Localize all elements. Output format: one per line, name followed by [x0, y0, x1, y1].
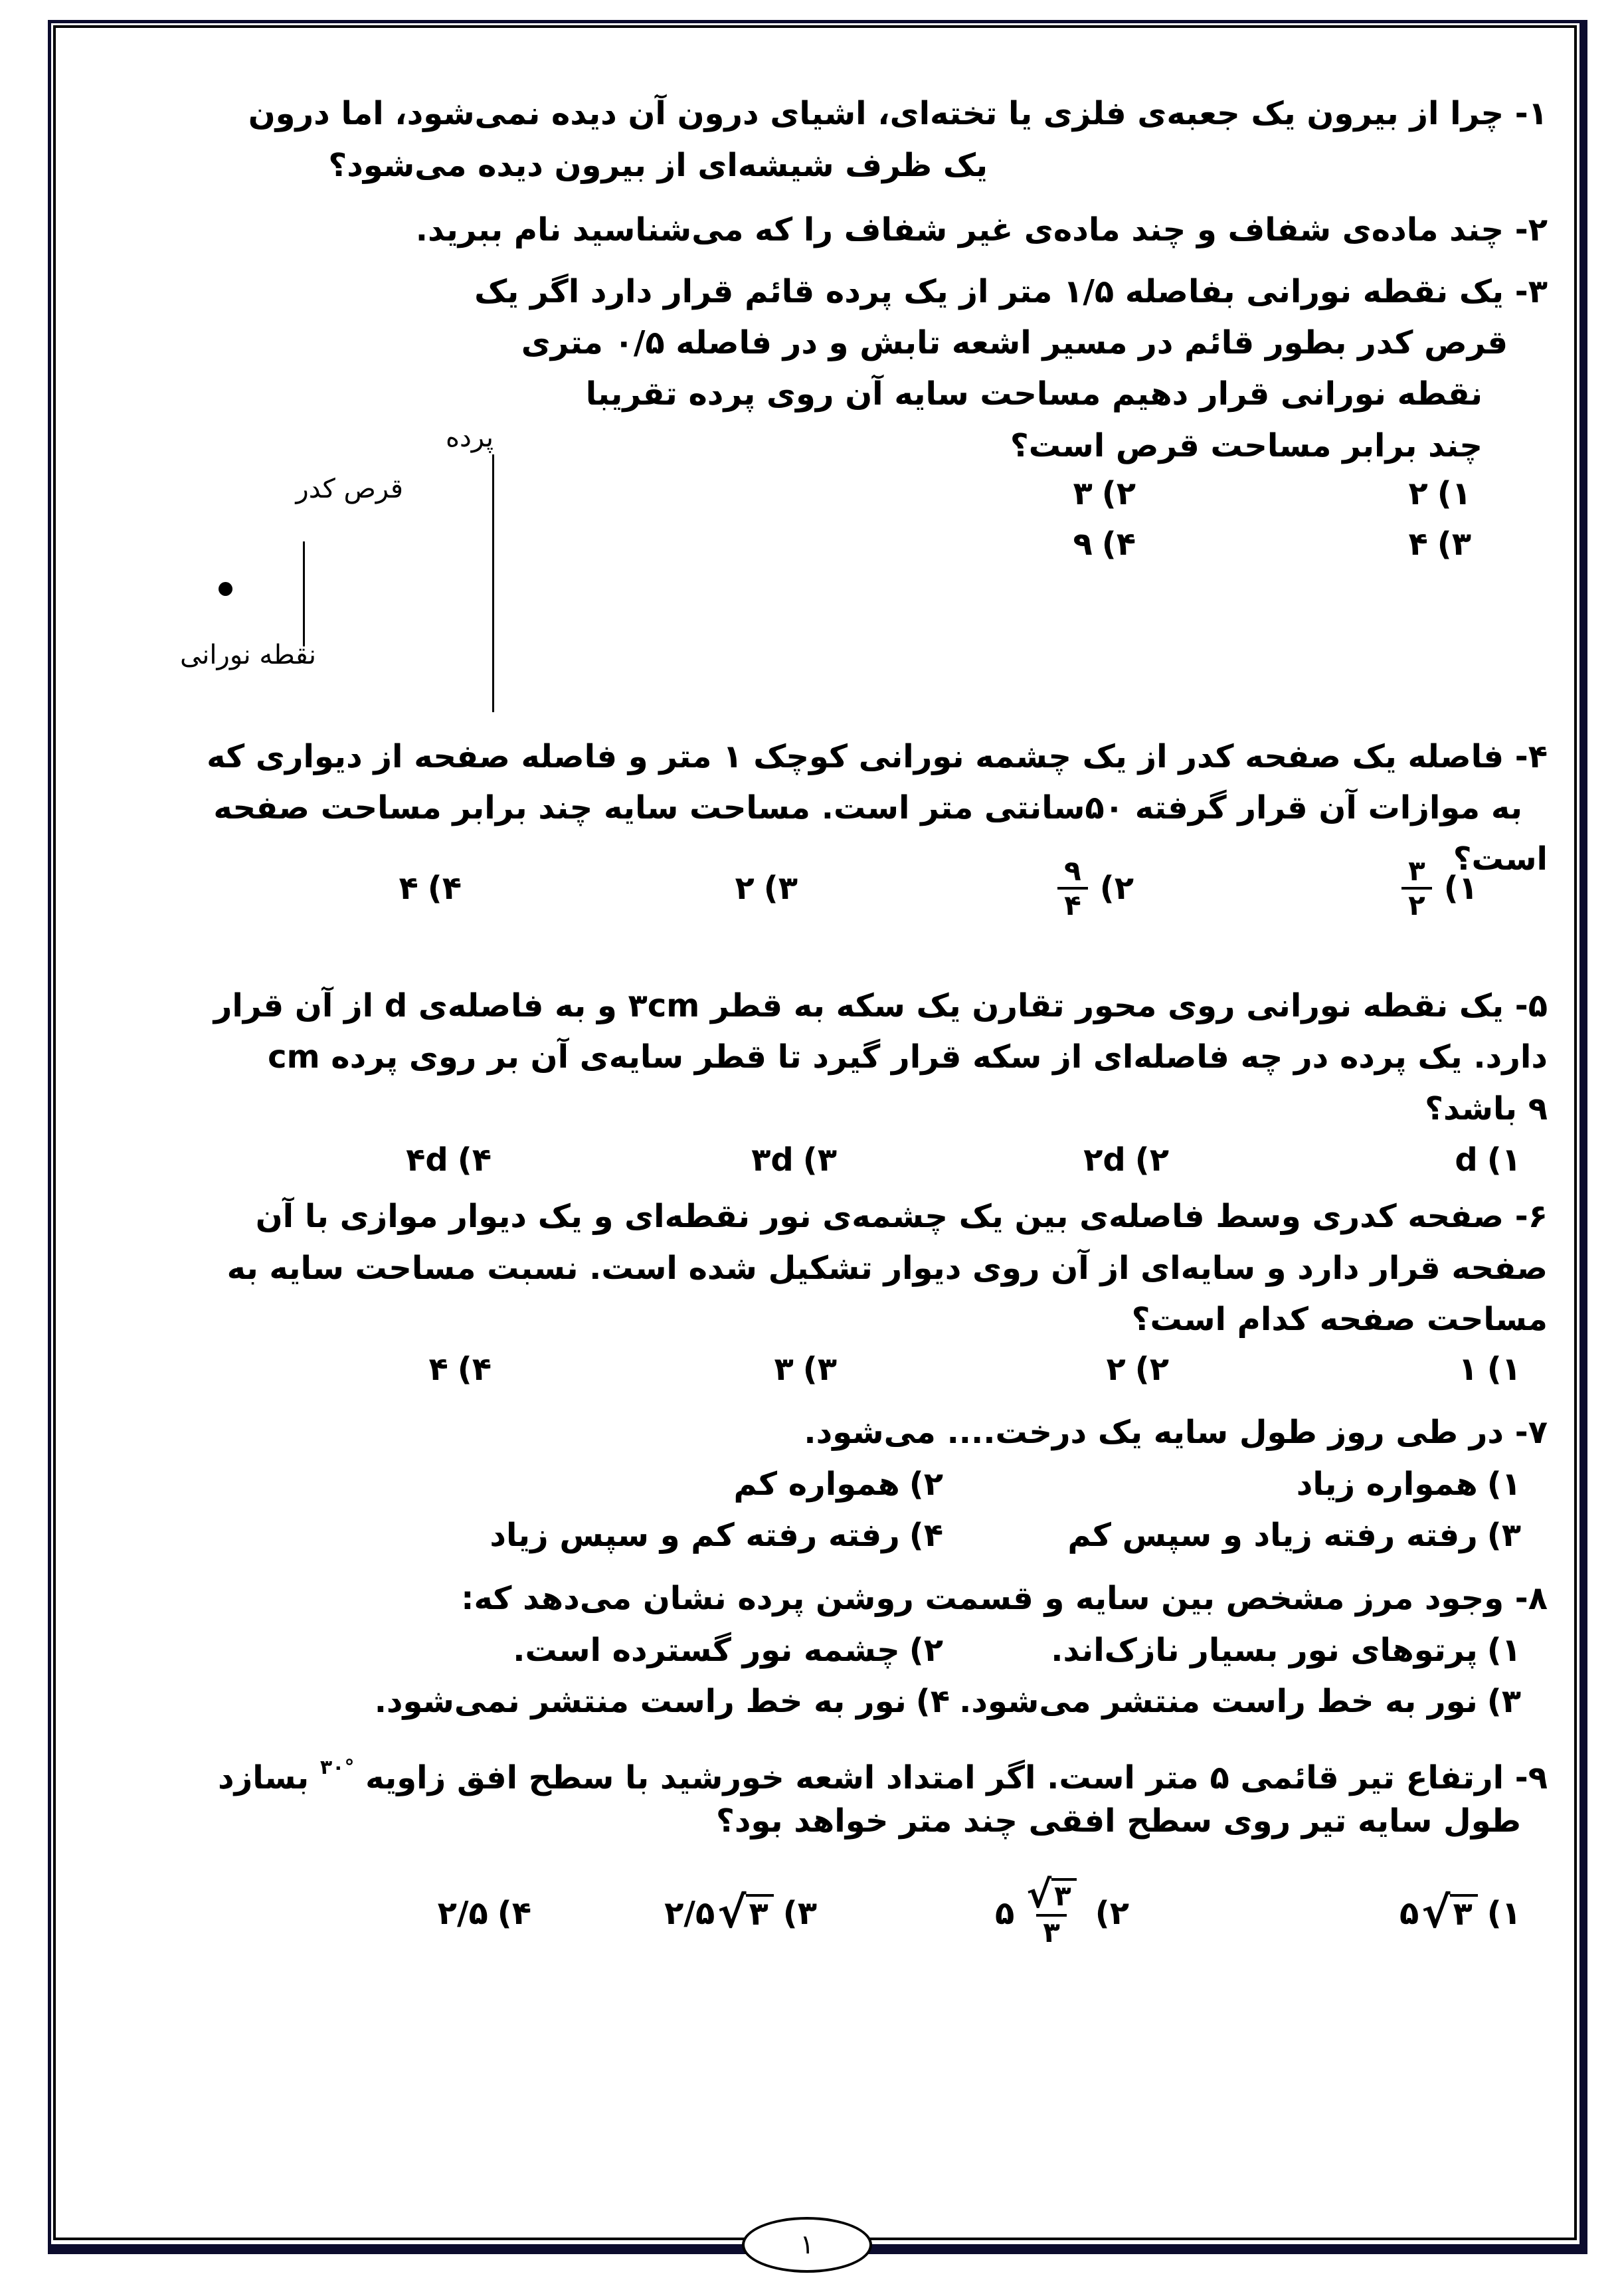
- q8-line-1: ۸- وجود مرز مشخص بین سایه و قسمت روشن پرده نشان می‌دهد که:: [461, 1580, 1548, 1617]
- q2-line-1: ۲- چند ماده‌ی شفاف و چند ماده‌ی غیر شفاف را که می‌شناسید نام ببرید.: [415, 211, 1548, 248]
- option-label: ۲): [1134, 1351, 1169, 1388]
- option-value: ۳: [1073, 475, 1093, 512]
- q7-option-3: [1067, 1515, 1521, 1556]
- q6-option-1: [1458, 1349, 1521, 1390]
- q1-line-1: ۱- چرا از بیرون یک جعبه‌ی فلزی یا تخته‌ای، اشیای درون آن دیده نمی‌شود، اما درون: [248, 95, 1548, 132]
- diagram-point-label: نقطه نورانی: [179, 640, 316, 670]
- option-value: ۳d: [751, 1141, 794, 1179]
- q3-option-2: [1073, 473, 1136, 514]
- option-value: رفته رفته زیاد و سپس کم: [1067, 1517, 1478, 1554]
- q4-option-2: [1055, 845, 1134, 931]
- option-value: ۳: [774, 1351, 794, 1388]
- option-value: چشمه نور گسترده است.: [513, 1632, 900, 1669]
- q4-line-3: است؟: [1453, 840, 1548, 878]
- diagram-light-point-dot: [219, 582, 232, 596]
- page-number: ۱: [800, 2230, 814, 2260]
- option-label: ۱): [1487, 1466, 1521, 1503]
- option-label: ۴): [909, 1517, 943, 1554]
- option-value: ۲: [1106, 1351, 1126, 1388]
- q9-option-3: [664, 1864, 817, 1963]
- q5-line-1: ۵- یک نقطه نورانی روی محور تقارن یک سکه به قطر ۳cm و به فاصله‌ی d از آن قرار: [213, 987, 1548, 1024]
- q7-option-1: [1297, 1464, 1521, 1505]
- q4-option-4: [399, 845, 462, 931]
- option-label: ۱): [1487, 1632, 1521, 1669]
- option-label: ۲): [1095, 1895, 1129, 1932]
- q3-line-3: نقطه نورانی قرار دهیم مساحت سایه آن روی پرده تقریبا: [585, 375, 1483, 413]
- option-label: ۱): [1487, 1141, 1521, 1179]
- option-value: ۴: [428, 1351, 448, 1388]
- radical-expression: ۲/۵ √ ۳: [664, 1893, 774, 1934]
- q5-option-1: [1455, 1139, 1521, 1181]
- q5-line-2: دارد. یک پرده در چه فاصله‌ای از سکه قرار گیرد تا قطر سایه‌ی آن بر روی پرده cm: [268, 1038, 1548, 1076]
- option-value: ۲: [1408, 475, 1428, 512]
- q3-option-4: [1073, 524, 1136, 565]
- q9-line-1: [218, 1747, 1548, 1798]
- option-label: ۳): [1437, 526, 1471, 563]
- q9-option-4: [438, 1864, 531, 1963]
- q5-option-3: [751, 1139, 837, 1181]
- q6-line-1: ۶- صفحه کدری وسط فاصله‌ی بین یک چشمه‌ی نور نقطه‌ای و یک دیوار موازی با آن: [255, 1198, 1548, 1235]
- option-label: ۲): [1099, 870, 1134, 907]
- sqrt-icon: √ ۳: [717, 1894, 774, 1933]
- option-label: ۳): [802, 1141, 837, 1179]
- sqrt-icon: √ ۳: [1026, 1878, 1076, 1912]
- option-value: همواره کم: [733, 1466, 900, 1503]
- q5-option-2: [1083, 1139, 1169, 1181]
- q4-line-2: به موازات آن قرار گرفته ۵۰سانتی متر است. مساحت سایه چند برابر مساحت صفحه: [213, 789, 1522, 826]
- q9-line-2: طول سایه تیر روی سطح افقی چند متر خواهد بود؟: [715, 1802, 1521, 1840]
- option-value: ۴: [1408, 526, 1428, 563]
- option-label: ۴): [1101, 526, 1136, 563]
- q3-line-2: قرص کدر بطور قائم در مسیر اشعه تابش و در فاصله ۰/۵ متری: [521, 324, 1508, 361]
- q8-option-2: [513, 1630, 943, 1671]
- diagram-screen-label: پرده: [446, 423, 494, 453]
- option-label: ۱): [1487, 1895, 1521, 1932]
- option-label: ۳): [802, 1351, 837, 1388]
- q1-line-2: یک ظرف شیشه‌ای از بیرون دیده می‌شود؟: [328, 147, 988, 184]
- option-label: ۲): [909, 1466, 943, 1503]
- option-value: پرتوهای نور بسیار نازک‌اند.: [1051, 1632, 1478, 1669]
- q6-option-4: [428, 1349, 492, 1390]
- option-value: ۱: [1458, 1351, 1478, 1388]
- fraction: $\frac{۹}{۴}$: [1055, 855, 1091, 922]
- q8-option-3: [959, 1681, 1521, 1722]
- option-label: ۴): [915, 1683, 950, 1720]
- diagram-disc-label: قرص کدر: [296, 474, 403, 504]
- radical-fraction-expression: ۵ √ ۳ ۳: [995, 1878, 1086, 1949]
- option-label: ۳): [782, 1895, 817, 1932]
- q3-line-1: ۳- یک نقطه نورانی بفاصله ۱/۵ متر از یک پرده قائم قرار دارد اگر یک: [474, 273, 1548, 310]
- q3-option-1: [1408, 473, 1471, 514]
- q9-line1-pre: ۹- ارتفاع تیر قائمی ۵ متر است. اگر امتداد اشعه خورشید با سطح افق زاویه: [365, 1759, 1548, 1796]
- option-value: ۴d: [406, 1141, 448, 1179]
- q6-line-2: صفحه قرار دارد و سایه‌ای از آن روی دیوار تشکیل شده است. نسبت مساحت سایه به: [226, 1250, 1548, 1287]
- page-number-badge: [742, 2217, 872, 2273]
- q8-option-1: [1051, 1630, 1521, 1671]
- q4-option-1: [1399, 845, 1478, 931]
- fraction: $\frac{۳}{۲}$: [1399, 855, 1435, 922]
- option-label: ۱): [1487, 1351, 1521, 1388]
- option-label: ۱): [1437, 475, 1471, 512]
- q9-option-1: [1399, 1864, 1521, 1963]
- diagram-screen-line: [492, 454, 494, 712]
- q6-option-3: [774, 1349, 837, 1390]
- option-value: نور به خط راست منتشر نمی‌شود.: [374, 1683, 907, 1720]
- q7-option-4: [490, 1515, 943, 1556]
- option-label: ۳): [1487, 1683, 1521, 1720]
- sqrt-icon: √ ۳: [1421, 1894, 1478, 1933]
- q8-option-4: [375, 1681, 950, 1722]
- option-label: ۱): [1443, 870, 1478, 907]
- degree-angle: ۳۰°: [319, 1756, 355, 1779]
- q7-option-2: [734, 1464, 943, 1505]
- option-value: همواره زیاد: [1296, 1466, 1478, 1503]
- option-value: ۲d: [1083, 1141, 1126, 1179]
- q3-option-3: [1408, 524, 1471, 565]
- q6-option-2: [1106, 1349, 1169, 1390]
- option-value: نور به خط راست منتشر می‌شود.: [959, 1683, 1478, 1720]
- q4-line-1: ۴- فاصله یک صفحه کدر از یک چشمه نورانی کوچک ۱ متر و فاصله صفحه از دیواری که: [207, 738, 1548, 775]
- option-value: ۹: [1073, 526, 1093, 563]
- diagram-disc-line: [303, 541, 305, 646]
- option-label: ۲): [1134, 1141, 1169, 1179]
- q4-option-3: [735, 845, 798, 931]
- option-value: رفته رفته کم و سپس زیاد: [490, 1517, 900, 1554]
- option-label: ۳): [763, 870, 798, 907]
- q7-line-1: ۷- در طی روز طول سایه یک درخت.... می‌شود.: [804, 1414, 1548, 1451]
- option-value: d: [1455, 1141, 1478, 1179]
- option-label: ۴): [427, 870, 462, 907]
- option-label: ۴): [457, 1351, 492, 1388]
- q6-line-3: مساحت صفحه کدام است؟: [1131, 1301, 1548, 1338]
- option-label: ۲): [909, 1632, 943, 1669]
- q9-line1-post: بسازد: [217, 1759, 310, 1796]
- q9-option-2: [995, 1864, 1129, 1963]
- q5-line-3: ۹ باشد؟: [1425, 1090, 1548, 1127]
- q5-option-4: [406, 1139, 492, 1181]
- q3-line-4: چند برابر مساحت قرص است؟: [1010, 427, 1483, 464]
- option-value: ۲: [735, 870, 755, 907]
- radical-expression: ۵ √ ۳: [1399, 1893, 1478, 1934]
- option-label: ۳): [1487, 1517, 1521, 1554]
- option-label: ۲): [1101, 475, 1136, 512]
- option-value: ۲/۵: [437, 1895, 488, 1932]
- option-label: ۴): [457, 1141, 492, 1179]
- option-value: ۴: [399, 870, 418, 907]
- option-label: ۴): [497, 1895, 531, 1932]
